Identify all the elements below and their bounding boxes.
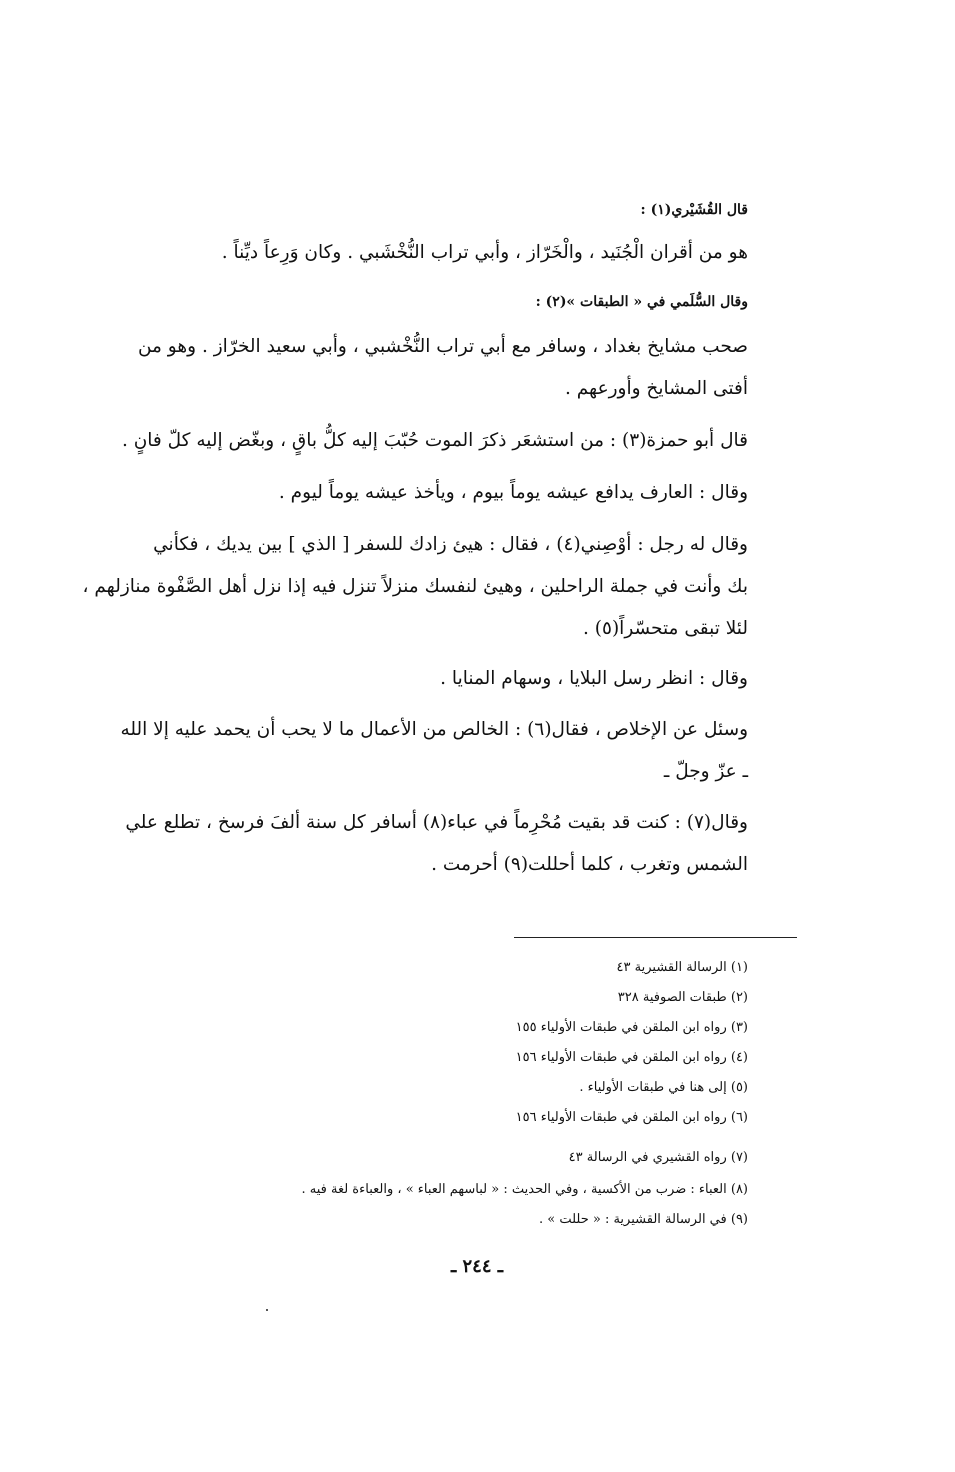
footnote: (١) الرسالة القشيرية ٤٣ [616, 960, 748, 975]
body-line: قال أبو حمزة(٣) : من استشعَر ذكرَ الموت حُبّبَ إليه كلُّ باقٍ ، وبغّض إليه كلّ فانٍ . [121, 430, 748, 451]
footnote: (٤) رواه ابن الملقن في طبقات الأولياء ١٥٦ [515, 1050, 748, 1065]
body-line: وقال له رجل : أوْصِني(٤) ، فقال : هيئ زادك للسفر [ الذي ] بين يديك ، فكأني [153, 534, 748, 555]
body-line: هو من أقران الْجُنَيد ، والْخَرّاز ، وأبي تراب النُّخْشَبي . وكان وَرِعاً ديِّناً . [221, 242, 748, 263]
entry-heading-sulami: وقال السُّلَمي في « الطبقات »(٢) : [535, 294, 748, 310]
footnote: (٨) العباء : ضرب من الأكسية ، وفي الحديث : « لباسهم العباء » ، والعباءة لغة فيه . [301, 1182, 748, 1197]
body-line: ـ عزّ وجلّ ـ [663, 761, 748, 782]
body-line: الشمس وتغرب ، كلما أحللت(٩) أحرمت . [431, 854, 748, 875]
footnote: (٢) طبقات الصوفية ٣٢٨ [617, 990, 748, 1005]
body-line: وسئل عن الإخلاص ، فقال(٦) : الخالص من الأعمال ما لا يحب أن يحمد عليه إلا الله [120, 719, 748, 740]
body-line: لئلا تبقى متحسّراً(٥) . [583, 618, 748, 639]
footnote-separator [514, 937, 797, 938]
page-number: ـ ٢٤٤ ـ [450, 1256, 504, 1277]
entry-heading-qushayri: قال القُشَيْري(١) : [640, 202, 748, 218]
body-line: وقال : العارف يدافع عيشه يوماً بيوم ، ويأخذ عيشه يوماً ليوم . [278, 482, 748, 503]
footnote: (٦) رواه ابن الملقن في طبقات الأولياء ١٥٦ [515, 1110, 748, 1125]
footnote: (٧) رواه القشيري في الرسالة ٤٣ [568, 1150, 748, 1165]
body-line: وقال(٧) : كنت قد بقيت مُحْرِماً في عباء(٨) أسافر كل سنة ألفَ فرسخ ، تطلع علي [125, 812, 748, 833]
footnote: (٣) رواه ابن الملقن في طبقات الأولياء ١٥٥ [515, 1020, 748, 1035]
body-line: بك وأنت في جملة الراحلين ، وهيئ لنفسك منزلاً تنزل فيه إذا نزل أهل الصَّفْوة منازلهم ، [82, 576, 748, 597]
body-line: وقال : انظر رسل البلايا ، وسهام المنايا . [440, 668, 748, 689]
footnote: (٩) في الرسالة القشيرية : « حللت » . [538, 1212, 748, 1227]
footnote: (٥) إلى هنا في طبقات الأولياء . [579, 1080, 748, 1095]
body-line: صحب مشايخ بغداد ، وسافر مع أبي تراب النُّخْشبي ، وأبي سعيد الخرّاز . وهو من [137, 336, 748, 357]
body-line: أفتى المشايخ وأورعهم . [564, 378, 748, 399]
scan-speck [266, 1309, 268, 1311]
